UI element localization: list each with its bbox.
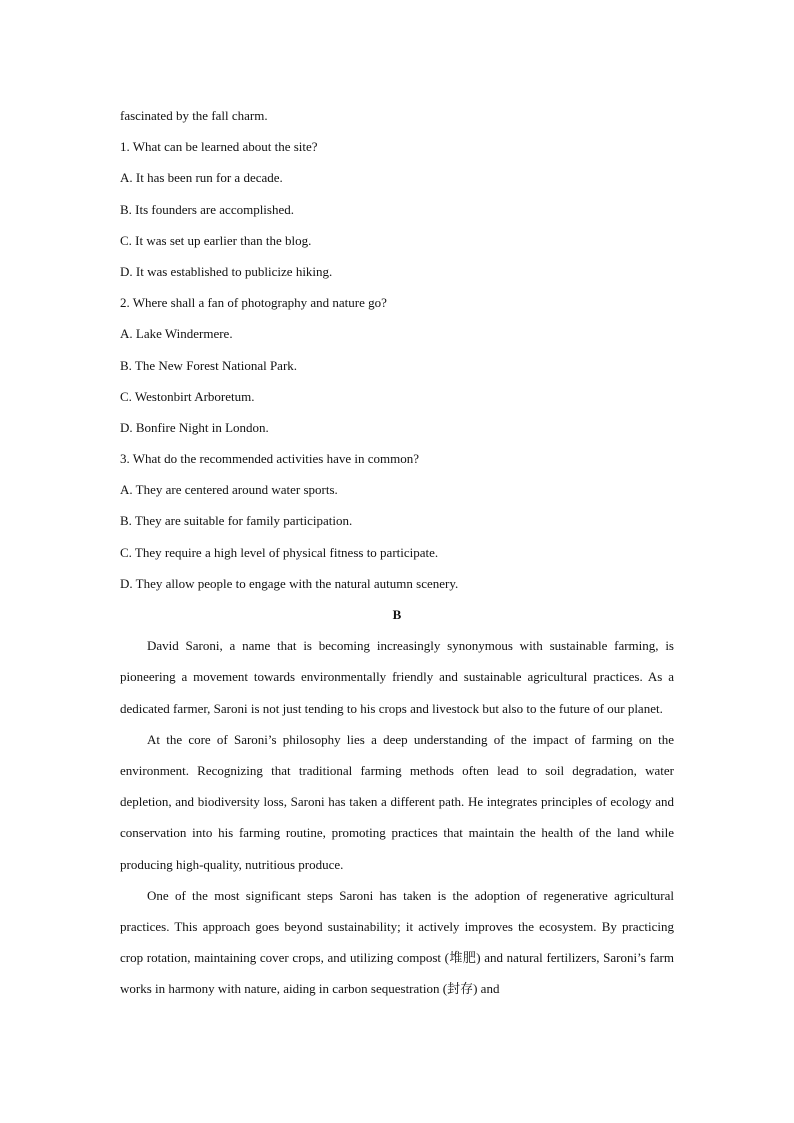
paragraph: At the core of Saroni’s philosophy lies a deep understanding of the impact of farming on the environment. Recognizing that traditional farming methods often lead to soil degradation, water depletion, and biodiversity loss, Saroni has taken a different path. He integrates principles of ecology and conservation into his farming routine, promoting practices that maintain the health of the land while producing high-quality, nutritious produce.	[120, 731, 674, 872]
question-stem: 3. What do the recommended activities have in common?	[120, 451, 420, 467]
option-d: D. It was established to publicize hiking.	[120, 263, 333, 279]
question-stem: 1. What can be learned about the site?	[120, 139, 318, 155]
option-b: B. They are suitable for family participation.	[120, 513, 353, 529]
section-heading: B	[392, 607, 402, 622]
option-d: D. Bonfire Night in London.	[120, 419, 269, 435]
option-c: C. They require a high level of physical fitness to participate.	[120, 544, 439, 560]
question-stem: 2. Where shall a fan of photography and nature go?	[120, 295, 387, 311]
option-b: B. The New Forest National Park.	[120, 357, 298, 373]
document-page	[120, 100, 674, 1005]
paragraph: David Saroni, a name that is becoming increasingly synonymous with sustainable farming, is pioneering a movement towards environmentally friendly and sustainable agricultural practices. As a dedicated farmer, Saroni is not just tending to his crops and livestock but also to the future of our planet.	[120, 638, 674, 716]
option-c: C. Westonbirt Arboretum.	[120, 388, 255, 404]
option-c: C. It was set up earlier than the blog.	[120, 232, 312, 248]
option-d: D. They allow people to engage with the natural autumn scenery.	[120, 575, 459, 591]
lead-line: fascinated by the fall charm.	[120, 108, 268, 123]
option-a: A. Lake Windermere.	[120, 326, 233, 342]
option-a: A. It has been run for a decade.	[120, 170, 283, 186]
option-b: B. Its founders are accomplished.	[120, 201, 295, 217]
paragraph: One of the most significant steps Saroni has taken is the adoption of regenerative agricultural practices. This approach goes beyond sustainability; it actively improves the ecosystem. By practicing crop rotation, maintaining cover crops, and utilizing compost (堆肥) and natural fertilizers, Saroni’s farm works in harmony with nature, aiding in carbon sequestration (封存) and	[120, 887, 674, 997]
option-a: A. They are centered around water sports.	[120, 482, 338, 498]
